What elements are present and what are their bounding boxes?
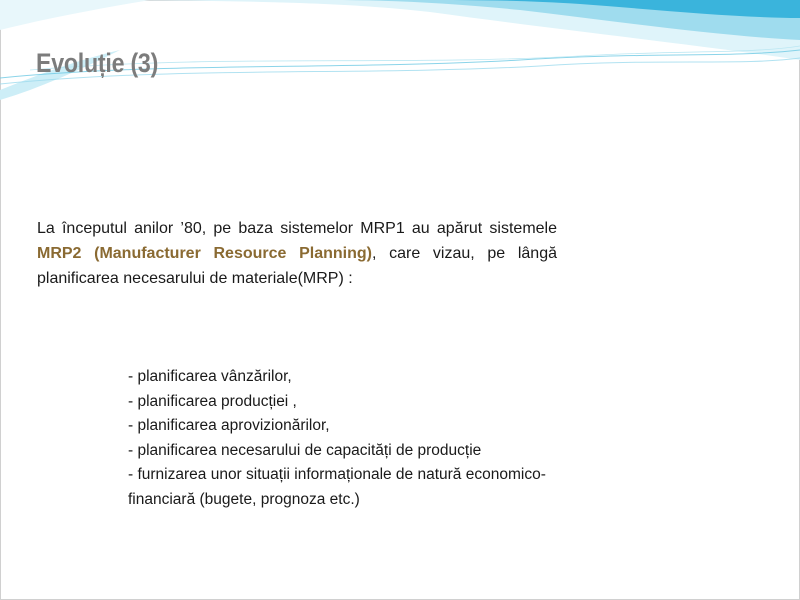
list-item: - planificarea aprovizionărilor, [128,417,330,434]
list-item: - planificarea necesarului de capacități de producție [128,441,482,459]
list-item: - planificarea producției , [128,392,297,410]
intro-text-before: La începutul anilor ’80, pe baza sistemelor MRP1 au apărut sistemele [37,220,557,237]
intro-text-after: , care vizau, pe lângă planificarea necesarului de materiale(MRP) : [37,245,558,287]
list-item: - planificarea vânzărilor, [128,368,292,385]
mrp2-highlight: MRP2 (Manufacturer Resource Planning) [37,245,372,262]
planning-list [128,365,588,512]
list-item: - furnizarea unor situații informaționale de natură economico-financiară (bugete, prognoza etc.) [128,466,546,508]
slide-title: Evoluție (3) [36,48,159,78]
wave-left [0,0,150,30]
intro-paragraph [37,216,557,291]
